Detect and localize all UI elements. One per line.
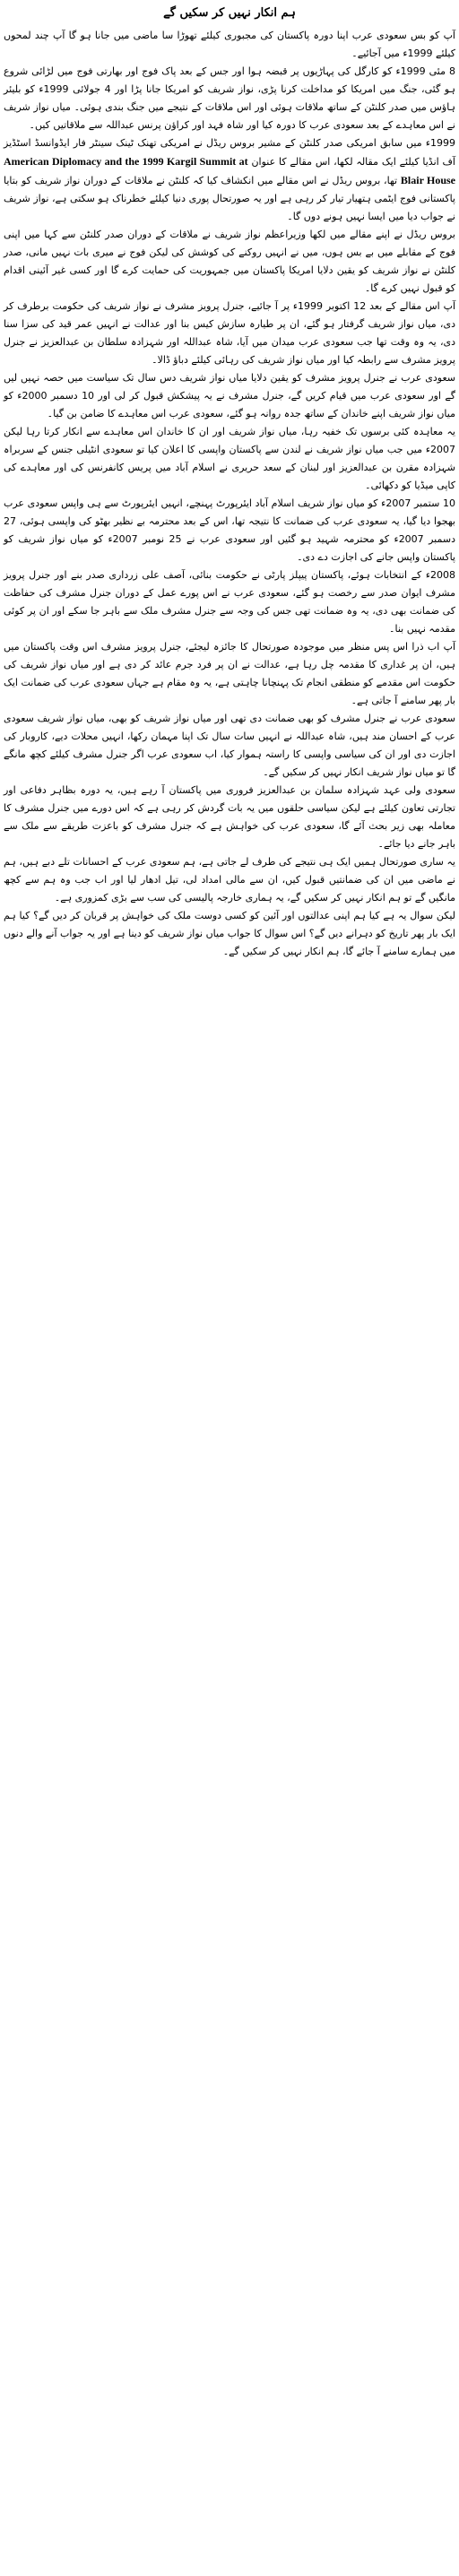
paragraph-3: 1999ء میں سابق امریکی صدر کلنٹن کے مشیر بروس ریڈل نے امریکی تھنک ٹینک سینٹر فار ایڈوانسڈ اسٹڈیز آف انڈیا کیلئے ایک مقالہ لکھا، اس مقالے کا عنوان American Diplomacy and the 1999 Kargil Summit at Blair House تھا، بروس ریڈل نے اس مقالے میں انکشاف کیا کہ کلنٹن نے ملاقات کے دوران نواز شریف کو بتایا پاکستانی فوج ایٹمی ہتھیار تیار کر رہی ہے اور یہ صورتحال پوری دنیا کیلئے خطرناک ہو سکتی ہے، نواز شریف نے جواب دیا میں ایسا نہیں ہونے دوں گا۔ <box>4 137 455 222</box>
paragraph-1: آپ کو بس سعودی عرب اپنا دورہ پاکستان کی مجبوری کیلئے تھوڑا سا ماضی میں جانا ہو گا آپ چند لمحوں کیلئے 1999ء میں آجائیے۔ <box>4 30 455 59</box>
paragraph-11: سعودی عرب نے جنرل مشرف کو بھی ضمانت دی تھی اور میاں نواز شریف کو بھی، میاں نواز شریف سعودی عرب کے احسان مند ہیں، شاہ عبداللہ نے انہیں سات سال تک اپنا مہمان رکھا، انہیں محلات دیے، کاروبار کی اجازت دی اور ان کی سیاسی واپسی کا راستہ ہموار کیا، اب سعودی عرب اگر جنرل مشرف کیلئے کچھ مانگے گا تو میاں نواز شریف انکار نہیں کر سکیں گے۔ <box>4 713 455 778</box>
english-title-inline: American Diplomacy and the 1999 Kargil Summit at Blair House <box>4 155 455 186</box>
paragraph-5: آپ اس مقالے کے بعد 12 اکتوبر 1999ء پر آ جائیے، جنرل پرویز مشرف نے نواز شریف کی حکومت برطرف کر دی، میاں نواز شریف گرفتار ہو گئے، ان پر طیارہ سازش کیس بنا اور عدالت نے انہیں عمر قید کی سزا سنا دی، یہ وہ وقت تھا جب سعودی عرب میدان میں آیا، شاہ عبداللہ اور شہزادہ سلطان بن عبدالعزیز نے جنرل پرویز مشرف سے رابطہ کیا اور میاں نواز شریف کی رہائی کیلئے دباؤ ڈالا۔ <box>4 300 455 366</box>
paragraph-7: یہ معاہدہ کئی برسوں تک خفیہ رہا، میاں نواز شریف اور ان کا خاندان اس معاہدے سے انکار کرتا رہا لیکن 2007ء میں جب میاں نواز شریف نے لندن سے پاکستان واپسی کا اعلان کیا تو سعودی انٹیلی جنس کے سربراہ شہزادہ مقرن بن عبدالعزیز اور لبنان کے سعد حریری نے اسلام آباد میں پریس کانفرنس کی اور معاہدے کی کاپی میڈیا کو دکھائی۔ <box>4 426 455 491</box>
column-headline: ہم انکار نہیں کر سکیں گے <box>163 6 296 20</box>
column-body <box>4 27 455 961</box>
paragraph-14: لیکن سوال یہ ہے کیا ہم اپنی عدالتوں اور آئین کو کسی دوست ملک کی خواہش پر قربان کر دیں گے؟ کیا ہم ایک بار پھر تاریخ کو دہرانے دیں گے؟ اس سوال کا جواب میاں نواز شریف کو دینا ہے اور یہ جواب آنے والے دنوں میں ہمارے سامنے آ جائے گا، ہم انکار نہیں کر سکیں گے۔ <box>4 910 455 957</box>
paragraph-4: بروس ریڈل نے اپنے مقالے میں لکھا وزیراعظم نواز شریف نے ملاقات کے دوران صدر کلنٹن سے کہا میں اپنی فوج کے مقابلے میں بے بس ہوں، میں نے انہیں روکنے کی کوشش کی لیکن فوج نے میری بات نہیں مانی، صدر کلنٹن نے نواز شریف کو یقین دلایا امریکا پاکستان میں جمہوریت کی حمایت کرے گا اور کسی غیر آئینی اقدام کو قبول نہیں کرے گا۔ <box>4 229 455 294</box>
paragraph-10: آپ اب ذرا اس پس منظر میں موجودہ صورتحال کا جائزہ لیجئے، جنرل پرویز مشرف اس وقت پاکستان میں ہیں، ان پر غداری کا مقدمہ چل رہا ہے، عدالت نے ان پر فرد جرم عائد کر دی ہے اور میاں نواز شریف کی حکومت اس مقدمے کو منطقی انجام تک پہنچانا چاہتی ہے، یہ وہ مقام ہے جہاں سعودی عرب کی ضمانت ایک بار پھر سامنے آ جاتی ہے۔ <box>4 641 455 706</box>
paragraph-6: سعودی عرب نے جنرل پرویز مشرف کو یقین دلایا میاں نواز شریف دس سال تک سیاست میں حصہ نہیں لیں گے اور سعودی عرب میں قیام کریں گے، جنرل مشرف نے یہ پیشکش قبول کر لی اور 10 دسمبر 2000ء کو میاں نواز شریف اپنے خاندان کے ساتھ جدہ روانہ ہو گئے، سعودی عرب اس معاہدے کا ضامن بن گیا۔ <box>4 372 456 419</box>
paragraph-13: یہ ساری صورتحال ہمیں ایک ہی نتیجے کی طرف لے جاتی ہے، ہم سعودی عرب کے احسانات تلے دبے ہیں، ہم نے ماضی میں ان کی ضمانتیں قبول کیں، ان سے مالی امداد لی، تیل ادھار لیا اور اب جب وہ ہم سے کچھ مانگیں گے تو ہم انکار نہیں کر سکیں گے، یہ ہماری خارجہ پالیسی کی سب سے بڑی کمزوری ہے۔ <box>4 856 455 903</box>
paragraph-12: سعودی ولی عہد شہزادہ سلمان بن عبدالعزیز فروری میں پاکستان آ رہے ہیں، یہ دورہ بظاہر دفاعی اور تجارتی تعاون کیلئے ہے لیکن سیاسی حلقوں میں یہ بات گردش کر رہی ہے کہ اس دورے میں جنرل مشرف کا معاملہ بھی زیر بحث آئے گا، سعودی عرب کی خواہش ہے کہ جنرل مشرف کو باعزت طریقے سے ملک سے باہر جانے دیا جائے۔ <box>4 784 455 850</box>
paragraph-8: 10 ستمبر 2007ء کو میاں نواز شریف اسلام آباد ایئرپورٹ پہنچے، انہیں ایئرپورٹ سے ہی واپس سعودی عرب بھجوا دیا گیا، یہ سعودی عرب کی ضمانت کا نتیجہ تھا، اس کے بعد محترمہ بے نظیر بھٹو کی واپسی ہوئی، 27 دسمبر 2007ء کو محترمہ شہید ہو گئیں اور سعودی عرب نے 25 نومبر 2007ء کو میاں نواز شریف کو پاکستان واپس جانے کی اجازت دے دی۔ <box>4 497 455 563</box>
paragraph-2: 8 مئی 1999ء کو کارگل کی پہاڑیوں پر قبضہ ہوا اور جس کے بعد پاک فوج اور بھارتی فوج میں لڑائی شروع ہو گئی، جنگ میں امریکا کو مداخلت کرنا پڑی، نواز شریف کو امریکا جانا پڑا اور 4 جولائی 1999ء کو بلیئر ہاؤس میں صدر کلنٹن کے ساتھ ملاقات ہوئی اور اس ملاقات کے نتیجے میں جنگ بندی ہوئی۔ میاں نواز شریف نے اس معاہدے کے بعد سعودی عرب کا دورہ کیا اور شاہ فہد اور کراؤن پرنس عبداللہ سے ملاقاتیں کیں۔ <box>4 65 455 131</box>
paragraph-9: 2008ء کے انتخابات ہوئے، پاکستان پیپلز پارٹی نے حکومت بنائی، آصف علی زرداری صدر بنے اور جنرل پرویز مشرف ایوان صدر سے رخصت ہو گئے، سعودی عرب نے اس پورے عمل کے دوران جنرل مشرف کی حفاظت کی ضمانت بھی دی، یہ وہ ضمانت تھی جس کی وجہ سے جنرل مشرف ملک سے باہر جا سکے اور ان پر کوئی مقدمہ نہیں بنا۔ <box>4 569 455 635</box>
